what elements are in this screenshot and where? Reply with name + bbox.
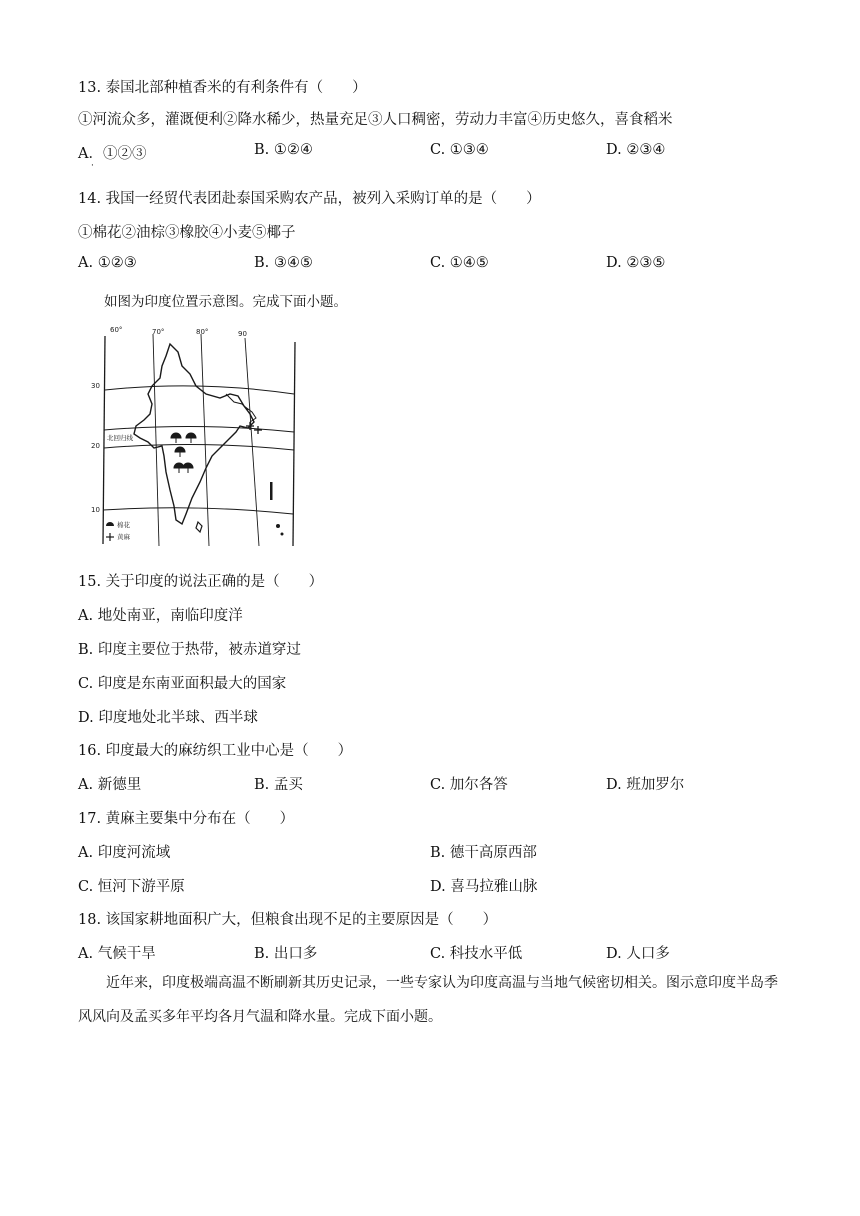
andaman-islands bbox=[270, 482, 284, 536]
map-frame-right bbox=[293, 342, 295, 546]
meridian-90 bbox=[245, 338, 259, 546]
q15-option-b[interactable]: B. 印度主要位于热带，被赤道穿过 bbox=[78, 642, 301, 658]
map-left-label-30: 30 bbox=[91, 382, 100, 390]
map-top-label-80: 80° bbox=[196, 328, 209, 336]
q17-option-a[interactable]: A. 印度河流域 bbox=[78, 845, 171, 861]
q14-option-b[interactable]: B. ③④⑤ bbox=[254, 255, 313, 271]
q13-option-b[interactable]: B. ①②④ bbox=[254, 142, 313, 158]
legend-cotton-label: 棉花 bbox=[117, 521, 130, 529]
q18-stem: 18. 该国家耕地面积广大，但粮食出现不足的主要原因是（ ） bbox=[78, 912, 498, 928]
sri-lanka-shape bbox=[196, 522, 202, 532]
meridian-70 bbox=[153, 334, 159, 546]
q17-option-b[interactable]: B. 德干高原西部 bbox=[430, 845, 537, 861]
q16-option-d[interactable]: D. 班加罗尔 bbox=[606, 777, 685, 793]
q14-option-a[interactable]: A. ①②③ bbox=[78, 255, 137, 271]
cotton-symbols bbox=[171, 433, 196, 473]
map-left-label-10: 10 bbox=[91, 506, 100, 514]
q13-conditions: ①河流众多，灌溉便利②降水稀少，热量充足③人口稠密，劳动力丰富④历史悠久，喜食稻米 bbox=[78, 112, 673, 128]
q18-option-d[interactable]: D. 人口多 bbox=[606, 946, 670, 962]
tropic-label: 北回归线 bbox=[107, 434, 133, 442]
q13-stem: 13. 泰国北部种植香米的有利条件有（ ） bbox=[78, 80, 367, 96]
q16-option-c[interactable]: C. 加尔各答 bbox=[430, 777, 508, 793]
map-frame-left bbox=[103, 336, 105, 544]
map-top-label-60: 60° bbox=[110, 326, 123, 334]
q17-option-c[interactable]: C. 恒河下游平原 bbox=[78, 879, 185, 895]
q16-option-b[interactable]: B. 孟买 bbox=[254, 777, 303, 793]
q14-option-d[interactable]: D. ②③⑤ bbox=[606, 255, 666, 271]
map-legend bbox=[106, 520, 131, 541]
closing-intro: 近年来，印度极端高温不断刷新其历史记录，一些专家认为印度高温与当地气候密切相关。图示意印度半岛季风风向及孟买多年平均各月气温和降水量。完成下面小题。 bbox=[78, 975, 778, 1025]
q15-option-d[interactable]: D. 印度地处北半球、西半球 bbox=[78, 710, 258, 726]
legend-jute-label: 黄麻 bbox=[117, 533, 130, 541]
q18-option-b[interactable]: B. 出口多 bbox=[254, 946, 318, 962]
tropic-line-upper bbox=[104, 426, 294, 432]
q17-option-d[interactable]: D. 喜马拉雅山脉 bbox=[430, 879, 538, 895]
parallel-10 bbox=[103, 508, 293, 514]
q16-stem: 16. 印度最大的麻纺织工业中心是（ ） bbox=[78, 743, 353, 759]
q13-option-c[interactable]: C. ①③④ bbox=[430, 142, 489, 158]
map-top-label-90: 90 bbox=[238, 330, 247, 338]
q18-option-a[interactable]: A. 气候干旱 bbox=[78, 946, 156, 962]
parallel-20 bbox=[104, 444, 294, 450]
parallel-30 bbox=[105, 386, 294, 394]
q17-stem: 17. 黄麻主要集中分布在（ ） bbox=[78, 811, 295, 827]
q13-option-a[interactable]: A．①②③ bbox=[78, 146, 147, 162]
q14-option-c[interactable]: C. ①④⑤ bbox=[430, 255, 489, 271]
meridian-80 bbox=[201, 334, 209, 546]
q13-option-d[interactable]: D. ②③④ bbox=[606, 142, 666, 158]
q14-stem: 14. 我国一经贸代表团赴泰国采购农产品，被列入采购订单的是（ ） bbox=[78, 191, 541, 207]
q15-stem: 15. 关于印度的说法正确的是（ ） bbox=[78, 574, 324, 590]
india-location-map bbox=[78, 322, 298, 548]
map-intro: 如图为印度位置示意图。完成下面小题。 bbox=[104, 294, 347, 310]
legend-cotton-icon bbox=[106, 522, 114, 526]
q16-option-a[interactable]: A. 新德里 bbox=[78, 777, 142, 793]
q15-option-c[interactable]: C. 印度是东南亚面积最大的国家 bbox=[78, 676, 287, 692]
q18-option-c[interactable]: C. 科技水平低 bbox=[430, 946, 523, 962]
map-left-label-20: 20 bbox=[91, 442, 100, 450]
legend-jute-icon bbox=[106, 533, 114, 541]
q15-option-a[interactable]: A. 地处南亚，南临印度洋 bbox=[78, 608, 243, 624]
map-top-label-70: 70° bbox=[152, 328, 165, 336]
q14-items: ①棉花②油棕③橡胶④小麦⑤椰子 bbox=[78, 225, 296, 241]
stray-dot: · bbox=[91, 161, 94, 171]
